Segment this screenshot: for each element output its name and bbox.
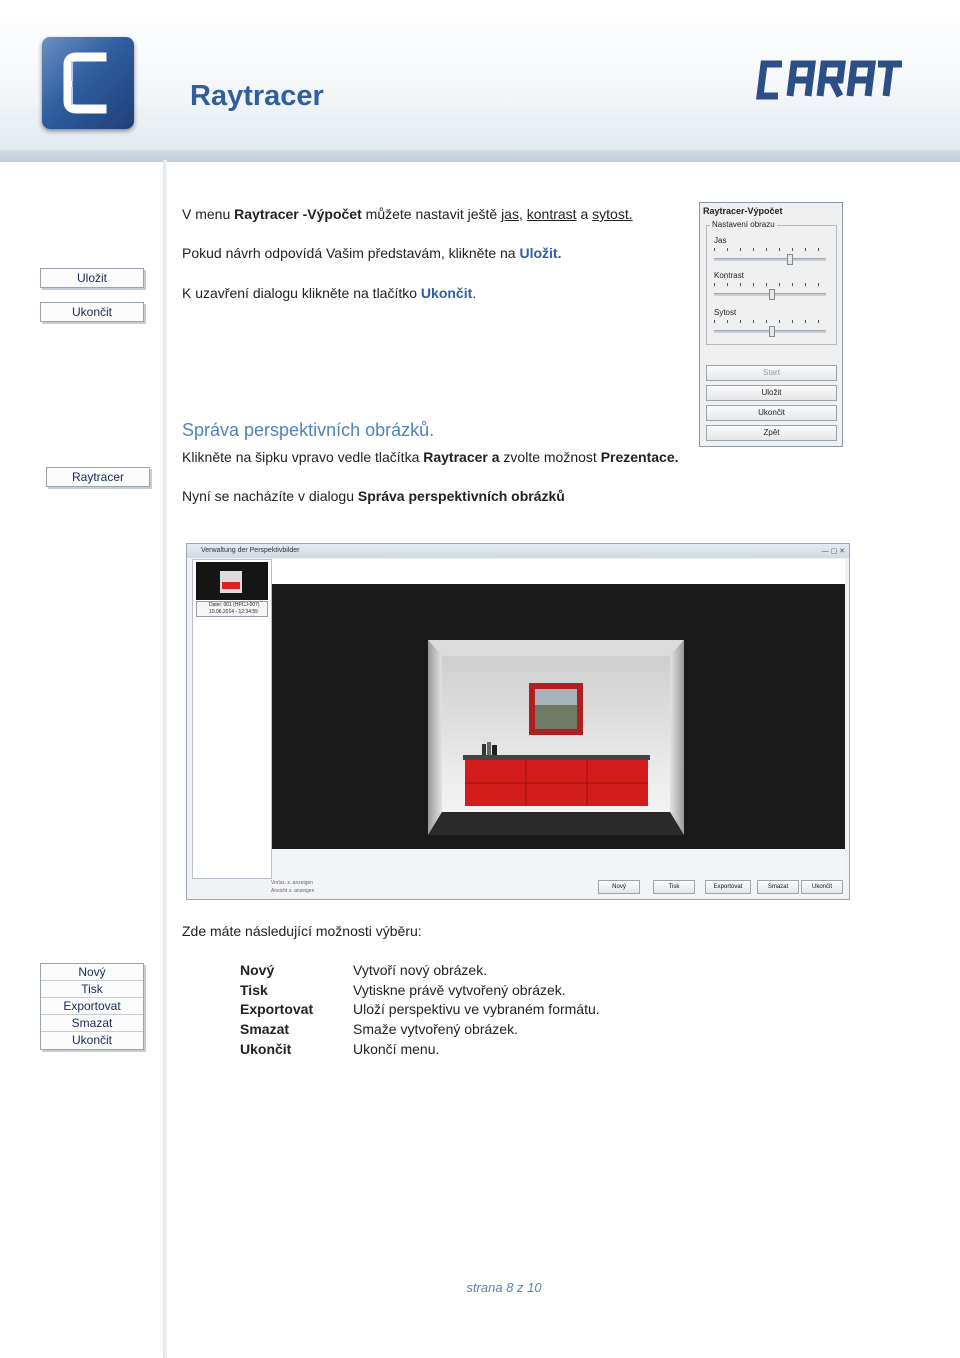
thumbnail-list[interactable] — [192, 559, 272, 879]
option-name: Ukončit — [240, 1041, 292, 1057]
option-name: Nový — [240, 962, 275, 978]
page-footer: strana 8 z 10 — [466, 1280, 542, 1295]
header-divider — [0, 150, 960, 162]
left-column-divider — [163, 160, 167, 1358]
page-title: Raytracer — [190, 80, 324, 112]
zpet-button[interactable]: Zpět — [706, 425, 837, 441]
checkbox-1[interactable]: Vorlsz. z. anzeigen — [271, 880, 313, 886]
option-buttons-stack — [40, 963, 144, 1050]
settings-group-label: Nastavení obrazu — [712, 220, 775, 229]
dialog-ukoncit-button[interactable]: Ukončit — [706, 405, 837, 421]
brand-text: CARAT — [831, 86, 835, 87]
intro-line-1: V menu Raytracer -Výpočet můžete nastavit ještě jas, kontrast a sytost. — [182, 206, 633, 222]
start-button[interactable]: Start — [706, 365, 837, 381]
dialog-ulozit-button[interactable]: Uložit — [706, 385, 837, 401]
preview-top-area — [272, 559, 845, 584]
carat-c-logo-icon — [42, 37, 134, 129]
ukoncit-button[interactable]: Ukončit — [40, 302, 144, 322]
option-name: Exportovat — [240, 1001, 314, 1017]
kontrast-label: Kontrast — [714, 271, 744, 280]
shot-exportovat-button[interactable]: Exportovat — [705, 880, 751, 894]
option-button-novy[interactable]: Nový — [41, 964, 143, 981]
option-name: Tisk — [240, 982, 268, 998]
shot-smazat-button[interactable]: Smazat — [757, 880, 799, 894]
thumbnail-image[interactable] — [196, 562, 268, 600]
rendered-kitchen-preview — [272, 584, 845, 849]
option-desc: Smaže vytvořený obrázek. — [353, 1021, 518, 1037]
window-controls-icon: — ▢ ✕ — [821, 548, 845, 555]
option-button-smazat[interactable]: Smazat — [41, 1015, 143, 1032]
option-name: Smazat — [240, 1021, 290, 1037]
jas-slider-thumb[interactable] — [787, 254, 793, 265]
raytracer-dialog-screenshot — [699, 202, 843, 447]
sytost-slider-thumb[interactable] — [769, 326, 775, 337]
intro-line-3: K uzavření dialogu klikněte na tlačítko Ukončit. — [182, 285, 477, 301]
ulozit-button[interactable]: Uložit — [40, 268, 144, 288]
options-intro: Zde máte následující možnosti výběru: — [182, 923, 422, 939]
option-desc: Vytvoří nový obrázek. — [353, 962, 488, 978]
shot-ukoncit-button[interactable]: Ukončit — [801, 880, 843, 894]
option-desc: Ukončí menu. — [353, 1041, 440, 1057]
raytracer-button[interactable]: Raytracer — [46, 467, 150, 487]
shot-novy-button[interactable]: Nový — [598, 880, 640, 894]
option-desc: Uloží perspektivu ve vybraném formátu. — [353, 1001, 600, 1017]
section-line-2: Nyní se nacházíte v dialogu Správa perspektivních obrázků — [182, 488, 565, 504]
dialog-title: Raytracer-Výpočet — [703, 206, 783, 216]
option-button-exportovat[interactable]: Exportovat — [41, 998, 143, 1015]
section-heading: Správa perspektivních obrázků. — [182, 420, 435, 440]
checkbox-2[interactable]: Ansicht z. anzeigen — [271, 888, 315, 894]
thumbnail-info: Datei: 001 (HPCJ-007) 10.06.2014 - 12:34:55 — [196, 601, 268, 617]
intro-line-2: Pokud návrh odpovídá Vašim představám, klikněte na Uložit. — [182, 245, 562, 261]
kontrast-slider-thumb[interactable] — [769, 289, 775, 300]
sytost-label: Sytost — [714, 308, 737, 317]
presentation-dialog-screenshot — [186, 543, 850, 900]
shot-tisk-button[interactable]: Tisk — [653, 880, 695, 894]
carat-brand-logo — [756, 56, 906, 109]
section-line-1: Klikněte na šipku vpravo vedle tlačítka Raytracer a zvolte možnost Prezentace. — [182, 449, 679, 465]
option-button-tisk[interactable]: Tisk — [41, 981, 143, 998]
option-button-ukoncit[interactable]: Ukončit — [71, 1033, 112, 1047]
screenshot-titlebar: Verwaltung der Perspektivbilder — [187, 544, 849, 558]
option-desc: Vytiskne právě vytvořený obrázek. — [353, 982, 566, 998]
jas-slider[interactable] — [714, 258, 826, 261]
jas-label: Jas — [714, 236, 727, 245]
